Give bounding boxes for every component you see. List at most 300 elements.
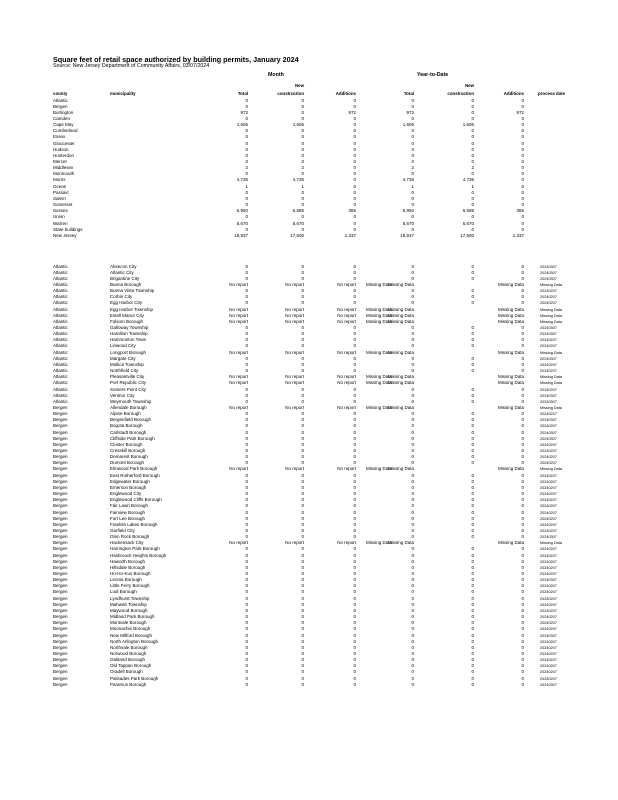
municipality-row (0, 602, 618, 608)
additions-cell: 0 (353, 220, 356, 226)
total-cell: 0 (245, 681, 248, 687)
total-cell: 972 (240, 109, 248, 115)
additions-cell: 0 (353, 583, 356, 589)
ytd-total-cell: 1 (411, 183, 414, 189)
ytd-total-cell: 1,606 (402, 122, 414, 128)
new-construction-cell: 0 (301, 263, 304, 269)
municipality-cell: Egg Harbor Township (110, 306, 153, 312)
new-construction-cell: No report (285, 380, 304, 386)
county-cell: Monmouth (53, 171, 75, 177)
ytd-new-construction-cell: 0 (471, 97, 474, 103)
municipality-cell: Hackensack City (110, 540, 144, 546)
new-construction-cell: 0 (301, 515, 304, 521)
ytd-total-cell: 972 (406, 109, 414, 115)
ytd-total-cell: 0 (411, 607, 414, 613)
ytd-additions-cell: 0 (521, 454, 524, 460)
ytd-new-construction-cell: 0 (471, 638, 474, 644)
county-cell: Bergen (53, 521, 68, 527)
municipality-cell: North Arlington Borough (110, 638, 159, 644)
municipality-cell: East Rutherford Borough (110, 472, 160, 478)
total-cell: 1,606 (236, 122, 248, 128)
county-cell: Atlantic (53, 368, 68, 374)
municipality-cell: Maywood Borough (110, 607, 148, 613)
new-construction-cell: No report (285, 306, 304, 312)
ytd-new-construction-cell: 0 (471, 460, 474, 466)
additions-cell: 0 (353, 607, 356, 613)
process-date-cell: 20240307 (540, 356, 557, 361)
municipality-row (0, 393, 618, 399)
municipality-row (0, 270, 618, 276)
county-cell: Atlantic (53, 294, 68, 300)
municipality-cell: New Milford Borough (110, 632, 153, 638)
county-cell: Atlantic (53, 318, 68, 324)
municipality-cell: Paramus Borough (110, 681, 147, 687)
total-cell: No report (229, 380, 248, 386)
ytd-new-construction-cell: 0 (471, 386, 474, 392)
municipality-row (0, 516, 618, 522)
additions-cell: 0 (353, 331, 356, 337)
process-date-cell: Missing Data (540, 467, 562, 472)
new-construction-cell: 0 (301, 472, 304, 478)
process-date-cell: 20240207 (540, 412, 557, 417)
additions-cell: 0 (353, 159, 356, 164)
ytd-total-cell: 0 (411, 675, 414, 681)
process-date-cell: 20240207 (540, 510, 557, 515)
ytd-new-construction-cell: 0 (471, 484, 474, 490)
ytd-additions-cell: 0 (521, 435, 524, 441)
ytd-additions-cell: 1,337 (512, 232, 524, 238)
county-summary-row (0, 128, 618, 134)
additions-cell: No report (337, 312, 356, 318)
ytd-new-construction-cell: 0 (471, 337, 474, 343)
additions-cell: No report (337, 540, 356, 546)
ytd-total-cell: 5,670 (402, 220, 414, 226)
ytd-new-construction-cell: 17,600 (460, 232, 474, 238)
county-summary-row (0, 214, 618, 220)
additions-cell: 0 (353, 435, 356, 441)
new-construction-cell: 0 (301, 460, 304, 466)
ytd-new-construction-cell: 0 (471, 675, 474, 681)
ytd-additions-cell: 0 (521, 491, 524, 497)
new-construction-cell: 0 (301, 411, 304, 417)
ytd-additions-cell: 0 (521, 128, 524, 134)
additions-cell: 0 (353, 521, 356, 527)
municipality-cell: Lyndhurst Township (110, 595, 150, 601)
county-cell: Burlington (53, 109, 74, 115)
municipality-row (0, 540, 618, 546)
ytd-new-construction-cell: 0 (471, 534, 474, 540)
county-cell: Bergen (53, 417, 68, 423)
total-cell: 0 (245, 657, 248, 663)
ytd-additions-cell: 0 (521, 214, 524, 220)
process-date-cell: 20240207 (540, 504, 557, 509)
ytd-additions-cell: 0 (521, 675, 524, 681)
municipality-row (0, 608, 618, 614)
process-date-cell: Missing Data (540, 319, 562, 324)
new-construction-cell: 0 (301, 583, 304, 589)
county-cell: Bergen (53, 644, 68, 650)
ytd-total-cell: 0 (411, 140, 414, 146)
ytd-new-construction-cell: 0 (471, 577, 474, 583)
municipality-cell: Mullica Township (110, 361, 144, 367)
process-date-cell: 20240207 (540, 584, 557, 589)
new-construction-cell: 0 (301, 392, 304, 398)
ytd-additions-cell: 0 (521, 472, 524, 478)
ytd-new-construction-cell: 0 (471, 159, 474, 164)
ytd-total-cell: 0 (411, 527, 414, 533)
county-cell: Bergen (53, 441, 68, 447)
municipality-row (0, 497, 618, 503)
additions-cell: 0 (353, 503, 356, 509)
ytd-additions-cell: 0 (521, 275, 524, 281)
col-header-total: Total (237, 91, 248, 96)
ytd-additions-cell: 0 (521, 398, 524, 404)
ytd-total-cell: 0 (411, 601, 414, 607)
county-cell: Hunterdon (53, 152, 75, 158)
ytd-total-cell: 0 (411, 441, 414, 447)
additions-cell: 0 (353, 472, 356, 478)
county-cell: Bergen (53, 435, 68, 441)
additions-cell: 0 (353, 460, 356, 466)
new-construction-cell: 0 (301, 638, 304, 644)
ytd-total-cell: 0 (411, 343, 414, 349)
additions-cell: 0 (353, 429, 356, 435)
new-construction-cell: 0 (301, 448, 304, 453)
new-construction-cell: No report (285, 281, 304, 287)
ytd-additions-cell: 0 (521, 288, 524, 294)
county-cell: Hudson (53, 146, 69, 152)
ytd-additions-cell: 0 (521, 429, 524, 435)
new-construction-cell: 0 (301, 97, 304, 103)
county-cell: Ocean (53, 183, 67, 189)
municipality-cell: Hillsdale Borough (110, 564, 146, 570)
ytd-additions-cell: 0 (521, 368, 524, 374)
county-summary-row (0, 165, 618, 171)
additions-cell: 0 (353, 386, 356, 392)
county-cell: Bergen (53, 497, 68, 503)
county-cell: Atlantic (53, 325, 68, 330)
ytd-total-cell: 0 (411, 546, 414, 552)
county-cell: Bergen (53, 632, 68, 638)
process-date-cell: 20240207 (540, 498, 557, 503)
county-cell: Salem (53, 195, 66, 201)
municipality-row (0, 417, 618, 423)
ytd-additions-cell: 0 (521, 534, 524, 540)
new-construction-cell: 0 (301, 577, 304, 583)
new-construction-cell: 0 (301, 417, 304, 423)
ytd-total-cell: Missing Data (388, 312, 414, 318)
ytd-total-cell: 0 (411, 214, 414, 220)
ytd-additions-cell: 0 (521, 638, 524, 644)
county-cell: Camden (53, 115, 71, 121)
ytd-additions-cell: 0 (521, 300, 524, 306)
ytd-total-cell: 0 (411, 614, 414, 620)
municipality-cell: Emerson Borough (110, 484, 147, 490)
ytd-additions-cell: 0 (521, 411, 524, 417)
municipality-row (0, 307, 618, 313)
total-cell: 0 (245, 638, 248, 644)
ytd-new-construction-cell: 0 (471, 472, 474, 478)
total-cell: 0 (245, 614, 248, 620)
col-header-additions: Additions (335, 91, 356, 96)
municipality-cell: Dumont Borough (110, 460, 145, 466)
municipality-cell: Little Ferry Borough (110, 583, 150, 589)
total-cell: 0 (245, 171, 248, 177)
new-construction-cell: 0 (301, 115, 304, 121)
county-cell: Cape May (53, 122, 74, 128)
total-cell: 0 (245, 669, 248, 675)
county-cell: Bergen (53, 454, 68, 460)
municipality-cell: Galloway Township (110, 325, 149, 330)
ytd-additions-cell: 0 (521, 484, 524, 490)
total-cell: 0 (245, 159, 248, 164)
county-summary-row (0, 208, 618, 214)
municipality-row (0, 473, 618, 479)
ytd-additions-cell: Missing Data (497, 466, 524, 472)
total-cell: 5,950 (236, 208, 248, 214)
ytd-total-cell: 0 (411, 460, 414, 466)
ytd-new-construction-cell: 1,606 (462, 122, 474, 128)
additions-cell: 0 (353, 552, 356, 558)
additions-cell: 0 (353, 527, 356, 533)
ytd-new-construction-cell: 0 (471, 632, 474, 638)
new-construction-cell: 0 (301, 546, 304, 552)
ytd-total-cell: 0 (411, 509, 414, 515)
process-date-cell: 20240207 (540, 295, 557, 300)
missing-data-cell: Missing Data (366, 312, 393, 318)
ytd-additions-cell: 0 (521, 595, 524, 601)
total-cell: 5,670 (236, 220, 248, 226)
additions-cell: 365 (348, 208, 356, 214)
process-date-cell: 20240207 (540, 338, 557, 343)
process-date-cell: 20240207 (540, 664, 557, 669)
ytd-additions-cell: 0 (521, 325, 524, 330)
ytd-additions-cell: 0 (521, 577, 524, 583)
ytd-additions-cell: 0 (521, 294, 524, 300)
additions-cell: 0 (353, 361, 356, 367)
process-date-cell: 20240207 (540, 485, 557, 490)
total-cell: 0 (245, 337, 248, 343)
ytd-new-construction-cell: 0 (471, 109, 474, 115)
process-date-cell: 20240207 (540, 565, 557, 570)
total-cell: 1 (245, 183, 248, 189)
county-cell: Atlantic (53, 281, 68, 287)
ytd-additions-cell: 0 (521, 392, 524, 398)
total-cell: 0 (245, 650, 248, 656)
additions-cell: 0 (353, 515, 356, 521)
additions-cell: 0 (353, 423, 356, 429)
total-cell: No report (229, 312, 248, 318)
process-date-cell: 20240307 (540, 430, 557, 435)
additions-cell: 0 (353, 269, 356, 275)
additions-cell: No report (337, 306, 356, 312)
additions-cell: 0 (353, 497, 356, 503)
process-date-cell: 20240207 (540, 479, 557, 484)
municipality-cell: Northfield City (110, 368, 139, 374)
ytd-new-construction-cell: 5,670 (462, 220, 474, 226)
municipality-cell: Hasbrouck Heights Borough (110, 552, 167, 558)
county-cell: Bergen (53, 423, 68, 429)
total-cell: 0 (245, 632, 248, 638)
process-date-cell: Missing Data (540, 282, 562, 287)
ytd-new-construction-cell: 0 (471, 497, 474, 503)
additions-cell: 0 (353, 177, 356, 183)
total-cell: 0 (245, 527, 248, 533)
ytd-total-cell: 0 (411, 195, 414, 201)
county-cell: Bergen (53, 404, 68, 410)
ytd-new-construction-cell: 0 (471, 657, 474, 663)
municipality-cell: Closter Borough (110, 441, 143, 447)
county-cell: Atlantic (53, 97, 68, 103)
process-date-cell: 20240207 (540, 301, 557, 306)
municipality-row (0, 380, 618, 386)
county-cell: Bergen (53, 466, 68, 472)
missing-data-cell: Missing Data (366, 466, 393, 472)
ytd-total-cell: 0 (411, 620, 414, 626)
county-summary-row (0, 227, 618, 233)
total-cell: 0 (245, 355, 248, 361)
new-construction-cell: No report (285, 312, 304, 318)
ytd-total-cell: 0 (411, 491, 414, 497)
ytd-additions-cell: 0 (521, 202, 524, 208)
county-cell: Bergen (53, 460, 68, 466)
municipality-row (0, 442, 618, 448)
municipality-cell: Haworth Borough (110, 558, 146, 564)
additions-cell: 0 (353, 564, 356, 570)
additions-cell: 0 (353, 300, 356, 306)
process-date-cell: 20240207 (540, 651, 557, 656)
new-construction-cell: 0 (301, 325, 304, 330)
new-construction-cell: 0 (301, 189, 304, 195)
additions-cell: 0 (353, 97, 356, 103)
ytd-new-construction-cell: 0 (471, 644, 474, 650)
municipality-row (0, 313, 618, 319)
ytd-new-construction-cell: 0 (471, 521, 474, 527)
report-title: Square feet of retail space authorized by building permits, January 2024 (53, 55, 299, 64)
total-cell: 0 (245, 497, 248, 503)
additions-cell: 0 (353, 663, 356, 669)
municipality-row (0, 356, 618, 362)
county-cell: Atlantic (53, 312, 68, 318)
process-date-cell: 20240207 (540, 602, 557, 607)
new-construction-cell: 0 (301, 527, 304, 533)
ytd-total-cell: 0 (411, 595, 414, 601)
county-cell: Bergen (53, 527, 68, 533)
total-cell: 0 (245, 552, 248, 558)
municipality-row (0, 294, 618, 300)
process-date-cell: 20240307 (540, 682, 557, 687)
total-cell: No report (229, 349, 248, 355)
ytd-additions-cell: 0 (521, 614, 524, 620)
ytd-total-cell: 0 (411, 534, 414, 540)
county-cell: Cumberland (53, 128, 78, 134)
ytd-total-cell: 0 (411, 435, 414, 441)
new-construction-cell: 0 (301, 159, 304, 164)
total-cell: 0 (245, 134, 248, 140)
ytd-additions-cell: 0 (521, 134, 524, 140)
municipality-cell: Harrington Park Borough (110, 546, 160, 552)
municipality-row (0, 639, 618, 645)
new-construction-cell: 0 (301, 275, 304, 281)
process-date-cell: 20240207 (540, 473, 557, 478)
county-cell: Bergen (53, 669, 68, 675)
municipality-row (0, 510, 618, 516)
county-cell: Bergen (53, 411, 68, 417)
process-date-cell: 20240307 (540, 264, 557, 269)
total-cell: 0 (245, 331, 248, 337)
municipality-row (0, 583, 618, 589)
county-summary-row (0, 221, 618, 227)
new-construction-cell: 0 (301, 337, 304, 343)
ytd-additions-cell: 0 (521, 583, 524, 589)
ytd-group-header: Year-to-Date (417, 72, 449, 78)
ytd-new-construction-cell: 0 (471, 152, 474, 158)
additions-cell: No report (337, 318, 356, 324)
ytd-additions-cell: 0 (521, 220, 524, 226)
county-cell: Bergen (53, 503, 68, 509)
ytd-new-construction-cell: 0 (471, 515, 474, 521)
process-date-cell: 20240307 (540, 270, 557, 275)
municipality-cell: Fort Lee Borough (110, 515, 146, 521)
municipality-row (0, 288, 618, 294)
new-construction-cell: 0 (301, 152, 304, 158)
additions-cell: 0 (353, 263, 356, 269)
col-header-ytd-total: Total (403, 91, 414, 96)
ytd-total-cell: 0 (411, 564, 414, 570)
ytd-additions-cell: 972 (516, 109, 524, 115)
municipality-cell: Allendale Borough (110, 404, 147, 410)
ytd-new-construction-cell: 0 (471, 398, 474, 404)
ytd-additions-cell: 0 (521, 183, 524, 189)
total-cell: 0 (245, 484, 248, 490)
county-cell: Bergen (53, 577, 68, 583)
municipality-row (0, 460, 618, 466)
ytd-new-construction-cell: 2 (471, 165, 474, 171)
process-date-cell: 20240207 (540, 670, 557, 675)
new-construction-cell: 0 (301, 589, 304, 595)
ytd-new-construction-cell: 0 (471, 361, 474, 367)
additions-cell: 0 (353, 534, 356, 540)
county-summary-row (0, 190, 618, 196)
municipality-row (0, 331, 618, 337)
ytd-new-construction-cell: 0 (471, 571, 474, 576)
municipality-row (0, 565, 618, 571)
ytd-additions-cell: 365 (516, 208, 524, 214)
additions-cell: 0 (353, 226, 356, 232)
additions-cell: 0 (353, 644, 356, 650)
additions-cell: 0 (353, 484, 356, 490)
total-cell: 0 (245, 577, 248, 583)
additions-cell: 0 (353, 491, 356, 497)
process-date-cell: 20240207 (540, 658, 557, 663)
county-cell: Atlantic (53, 386, 68, 392)
new-construction-cell: 0 (301, 300, 304, 306)
total-cell: 0 (245, 589, 248, 595)
ytd-additions-cell: 0 (521, 509, 524, 515)
ytd-additions-cell: 0 (521, 589, 524, 595)
missing-data-cell: Missing Data (366, 349, 393, 355)
new-construction-cell: 0 (301, 657, 304, 663)
month-group-header: Month (268, 72, 284, 78)
municipality-row (0, 682, 618, 688)
ytd-total-cell: 0 (411, 657, 414, 663)
municipality-row (0, 374, 618, 380)
ytd-total-cell: 0 (411, 681, 414, 687)
municipality-cell: Absecon City (110, 263, 137, 269)
county-cell: Atlantic (53, 306, 68, 312)
additions-cell: 0 (353, 134, 356, 140)
col-header-new-bottom: construction (277, 91, 304, 96)
